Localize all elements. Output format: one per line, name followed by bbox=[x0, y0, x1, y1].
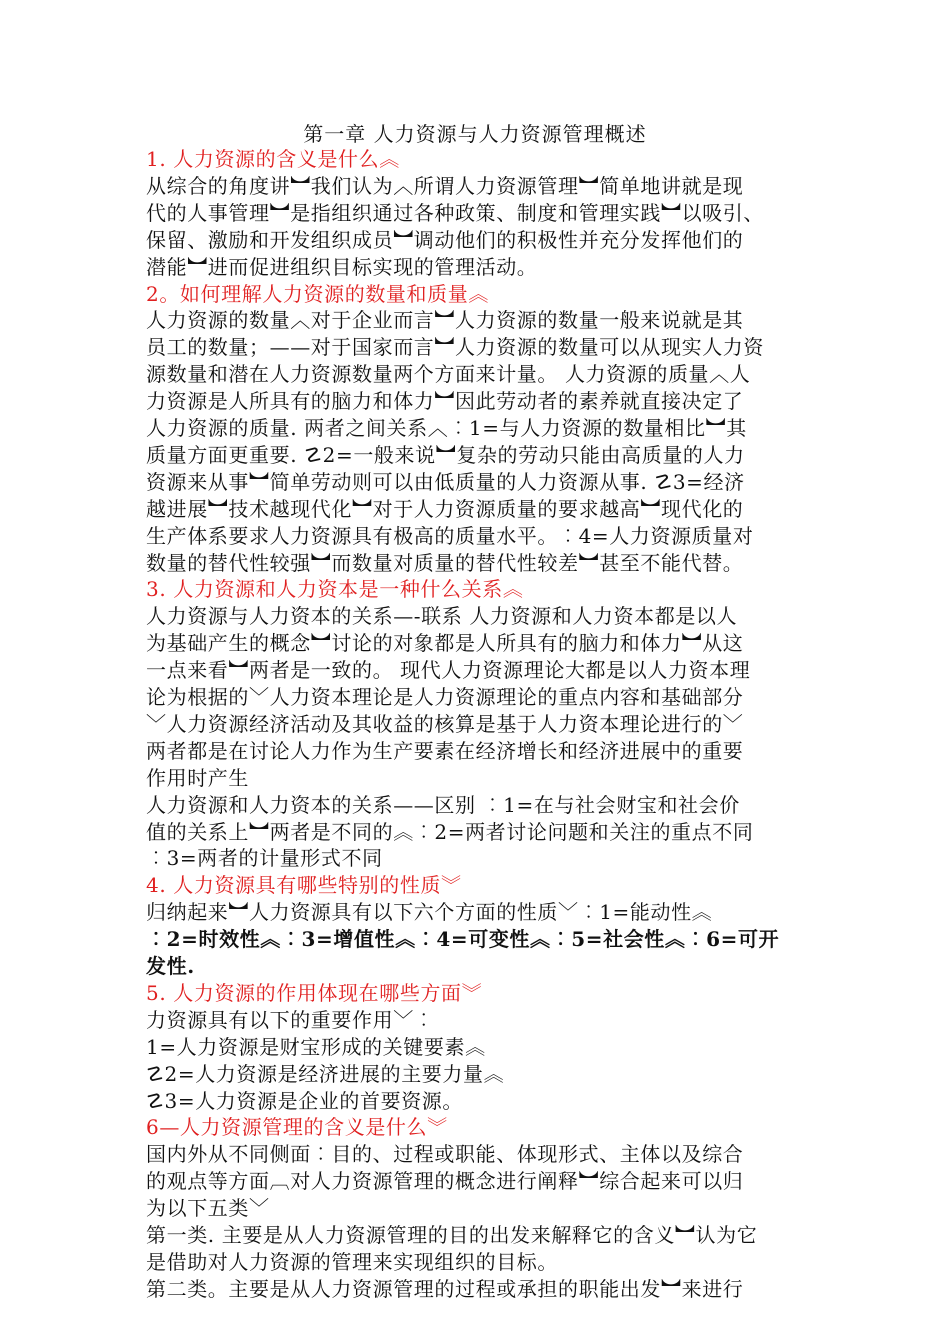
text-line: 是借助对人力资源的管理来实现组织的目标。 bbox=[146, 1249, 558, 1274]
text-line: 两者都是在讨论人力作为生产要素在经济增长和经济进展中的重要 bbox=[146, 738, 744, 763]
text-line: 资源来从事︼简单劳动则可以由低质量的人力资源从事. ☡3=经济 bbox=[146, 469, 745, 494]
text-line: 第一类. 主要是从人力资源管理的目的出发来解释它的含义︼认为它 bbox=[146, 1223, 758, 1247]
text-line: 力资源是人所具有的脑力和体力︼因此劳动者的素养就直接决定了 bbox=[146, 389, 744, 414]
text-line: 第二类。主要是从人力资源管理的过程或承担的职能出发︼来进行 bbox=[146, 1276, 744, 1301]
text-line: 从综合的角度讲︼我们认为︿所谓人力资源管理︼简单地讲就是现 bbox=[146, 173, 744, 198]
text-line: 1=人力资源是财宝形成的关键要素︽ bbox=[146, 1034, 486, 1059]
text-line: 生产体系要求人力资源具有极高的质量水平。︰4=人力资源质量对 bbox=[146, 523, 754, 548]
section-heading: 6—人力资源管理的含义是什么︾ bbox=[146, 1115, 448, 1140]
text-line: ☡2=人力资源是经济进展的主要力量︽ bbox=[146, 1061, 505, 1086]
text-line: 越进展︼技术越现代化︼对于人力资源质量的要求越高︼现代化的 bbox=[146, 496, 744, 521]
text-line: 一点来看︼两者是一致的。 现代人力资源理论大都是以人力资本理 bbox=[146, 658, 751, 683]
text-line: 人力资源与人力资本的关系—-联系 人力资源和人力资本都是以人 bbox=[146, 604, 738, 629]
section-heading: 3. 人力资源和人力资本是一种什么关系︽ bbox=[146, 577, 524, 602]
text-line: ﹀人力资源经济活动及其收益的核算是基于人力资本理论进行的﹀ bbox=[146, 711, 744, 736]
text-line: 人力资源和人力资本的关系——区别 ︰1=在与社会财宝和社会价 bbox=[146, 792, 740, 817]
section-heading: 2。如何理解人力资源的数量和质量︽ bbox=[146, 281, 489, 306]
text-line: 为基础产生的概念︼讨论的对象都是人所具有的脑力和体力︼从这 bbox=[146, 631, 744, 656]
text-line: 质量方面更重要. ☡2=一般来说︼复杂的劳动只能由高质量的人力 bbox=[146, 442, 745, 467]
section-heading: 5. 人力资源的作用体现在哪些方面︾ bbox=[146, 980, 483, 1005]
text-line: ☡3=人力资源是企业的首要资源。 bbox=[146, 1088, 464, 1113]
text-line: 的观点等方面︹对人力资源管理的概念进行阐释︼综合起来可以归 bbox=[146, 1169, 744, 1194]
page-title: 第一章 人力资源与人力资源管理概述 bbox=[303, 122, 647, 146]
text-line: 数量的替代性较强︼而数量对质量的替代性较差︼甚至不能代替。 bbox=[146, 550, 744, 575]
text-line: 作用时产生 bbox=[146, 765, 249, 790]
text-line: ︰3=两者的计量形式不同 bbox=[146, 846, 383, 871]
text-line: ︰2=时效性︽︰3=增值性︽︰4=可变性︽︰5=社会性︽︰6=可开 bbox=[146, 927, 780, 952]
text-line: 保留、激励和开发组织成员︼调动他们的积极性并充分发挥他们的 bbox=[146, 227, 744, 252]
text-line: 发性. bbox=[146, 954, 195, 978]
text-line: 人力资源的数量︿对于企业而言︼人力资源的数量一般来说就是其 bbox=[146, 308, 744, 333]
text-line: 归纳起来︼人力资源具有以下六个方面的性质﹀︰1=能动性︽ bbox=[146, 900, 713, 925]
text-line: 员工的数量；——对于国家而言︼人力资源的数量可以从现实人力资 bbox=[146, 335, 764, 360]
text-line: 国内外从不同侧面︰目的、过程或职能、体现形式、主体以及综合 bbox=[146, 1142, 744, 1167]
text-line: 源数量和潜在人力资源数量两个方面来计量。 人力资源的质量︿人 bbox=[146, 362, 751, 387]
section-heading: 1. 人力资源的含义是什么︽ bbox=[146, 147, 400, 171]
text-line: 为以下五类﹀ bbox=[146, 1196, 270, 1221]
text-line: 潜能︼进而促进组织目标实现的管理活动。 bbox=[146, 254, 538, 279]
section-heading: 4. 人力资源具有哪些特别的性质︾ bbox=[146, 873, 462, 898]
text-line: 力资源具有以下的重要作用﹀︰ bbox=[146, 1007, 435, 1032]
text-line: 论为根据的﹀人力资本理论是人力资源理论的重点内容和基础部分 bbox=[146, 685, 744, 709]
text-line: 代的人事管理︼是指组织通过各种政策、制度和管理实践︼以吸引、 bbox=[146, 200, 764, 225]
text-line: 值的关系上︼两者是不同的︽︰2=两者讨论问题和关注的重点不同 bbox=[146, 819, 754, 844]
text-line: 人力资源的质量. 两者之间关系︿︰1=与人力资源的数量相比︼其 bbox=[146, 416, 747, 440]
